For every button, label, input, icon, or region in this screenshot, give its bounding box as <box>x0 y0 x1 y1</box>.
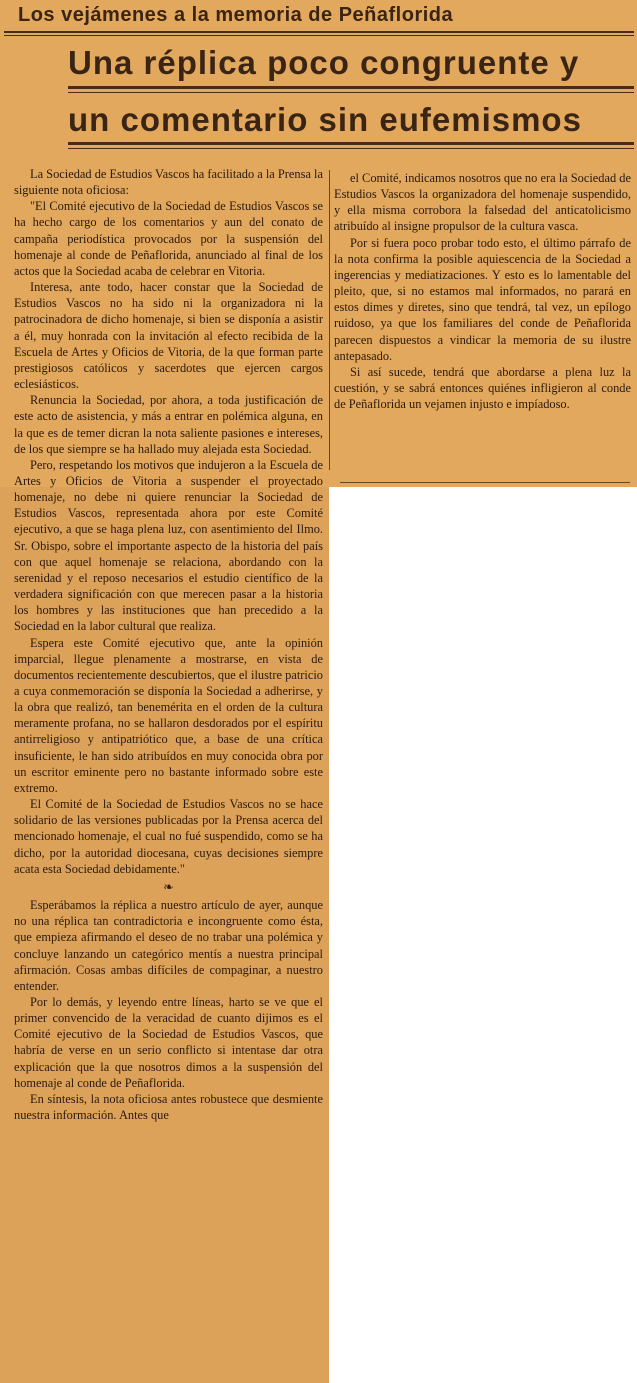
paragraph-quote-4: Pero, respetando los motivos que indujeron a la Escuela de Artes y Oficios de Vitoria a suspender el proyectado homenaje, no debe ni quiere renunciar la Sociedad de Estudios Vascos, representada ahora por este Comité ejecutivo, a que se haga plena luz, con asentimiento del Ilmo. Sr. Obispo, sobre el importante aspecto de la historia del país con que aquel homenaje se relaciona, abordando con la serenidad y el reposo necesarios el estudio científico de la verdadera significación con que merecen pasar a la historia los hombres y las instituciones que han precedido a la Sociedad en la labor cultural que realiza. <box>14 457 323 634</box>
column-divider <box>329 170 330 470</box>
paragraph-reply-3: En síntesis, la nota oficiosa antes robustece que desmiente nuestra información. Antes que <box>14 1091 323 1123</box>
left-column <box>14 166 323 1123</box>
paragraph-quote-2: Interesa, ante todo, hacer constar que la Sociedad de Estudios Vascos no ha sido ni la organizadora ni la patrocinadora de dicho homenaje, si bien se disponía a asistir a él, muy honrada con la invitación al efecto recibida de la Escuela de Artes y Oficios de Vitoria, de la que forman parte prestigiosos católicos y sacerdotes que ejercen cargos eclesiásticos. <box>14 280 323 392</box>
paragraph-quote-1: "El Comité ejecutivo de la Sociedad de Estudios Vascos se ha hecho cargo de los comentarios y aun del conato de campaña periodística provocados por la suspensión del homenaje al conde de Peñaflorida, anunciado al final de los actos que la Sociedad acaba de celebrar en Vitoria. <box>14 199 323 278</box>
paragraph-quote-5: Espera este Comité ejecutivo que, ante la opinión imparcial, llegue plenamente a mostrarse, en vista de documentos recientemente descubiertos, que el ilustre patricio a cuya conmemoración se disponía la Sociedad a adherirse, y la obra que realizó, tan benemérita en el orden de la cultura meramente profana, no se hallaron desdorados por el espíritu antirreligioso y antipatriótico que, a base de una crítica insuficiente, le han sido atribuídos en muy conocida obra por un escritor eminente pero no bastante informado sobre este extremo. <box>14 635 323 795</box>
headline-rule-2b <box>68 148 634 149</box>
paragraph-reply-2: Por lo demás, y leyendo entre líneas, harto se ve que el primer convencido de la veracidad de cuanto dijimos es el Comité ejecutivo de la Sociedad de Estudios Vascos, que habría de verse en un serio conflicto si intentase dar otra explicación que la que nosotros dimos a la suspensión del homenaje al conde de Peñaflorida. <box>14 994 323 1090</box>
kicker-rule <box>4 31 634 33</box>
paragraph-quote-6: El Comité de la Sociedad de Estudios Vascos no se hace solidario de las versiones publicadas por la Prensa acerca del mencionado homenaje, el cual no fué suspendido, como se ha dicho, por la autoridad diocesana, cuyas decisiones siempre acata esta Sociedad debidamente." <box>14 797 323 876</box>
paragraph-quote-3: Renuncia la Sociedad, por ahora, a toda justificación de este acto de asistencia, y más a entrar en polémica alguna, en la que es de temer dicran la nota saliente pasiones e intereses, de los que siempre se ha hallado muy alejada esta Sociedad. <box>14 393 323 456</box>
right-column <box>334 170 631 412</box>
paragraph-right-2: Por si fuera poco probar todo esto, el último párrafo de la nota confirma la posible aquiescencia de la Sociedad a ingerencias y mediatizaciones. Y esto es lo lamentable del pleito, que, si no estamos mal informados, no parará en estos dimes y diretes, sino que tendrá, tal vez, un epílogo ruidoso, ya que los familiares del conde de Peñaflorida parecen dispuestos a vindicar la memoria de su ilustre antepasado. <box>334 235 631 363</box>
headline-rule-1 <box>68 86 634 89</box>
article-kicker: Los vejámenes a la memoria de Peñaflorida <box>18 4 454 26</box>
paragraph-right-3: Si así sucede, tendrá que abordarse a plena luz la cuestión, y se sabrá entonces quiénes infligieron al conde de Peñaflorida un vejamen injusto e impíadoso. <box>334 364 631 412</box>
article-end-rule <box>340 482 630 483</box>
kicker-rule-thin <box>4 35 634 36</box>
headline-rule-1b <box>68 92 634 93</box>
headline-line-2: un comentario sin eufemismos <box>68 101 582 138</box>
paragraph-continuation: el Comité, indicamos nosotros que no era la Sociedad de Estudios Vascos la organizadora del homenaje suspendido, y ella misma corrobora la falsedad del anticatolicismo atribuído al insigne propulsor de la cultura vasca. <box>334 171 631 234</box>
headline-rule-2 <box>68 142 634 145</box>
paragraph-intro: La Sociedad de Estudios Vascos ha facilitado a la Prensa la siguiente nota oficiosa: <box>14 167 323 198</box>
paragraph-reply-1: Esperábamos la réplica a nuestro artículo de ayer, aunque no una réplica tan contradictoria e incongruente como ésta, que empieza afirmando el deseo de no trabar una polémica y concluye lanzando un categórico mentís a nuestra principal afirmación. Cosas ambas difíciles de compaginar, a nuestro entender. <box>14 898 323 993</box>
section-ornament: ❧ <box>163 879 174 894</box>
headline-line-1: Una réplica poco congruente y <box>68 44 580 81</box>
